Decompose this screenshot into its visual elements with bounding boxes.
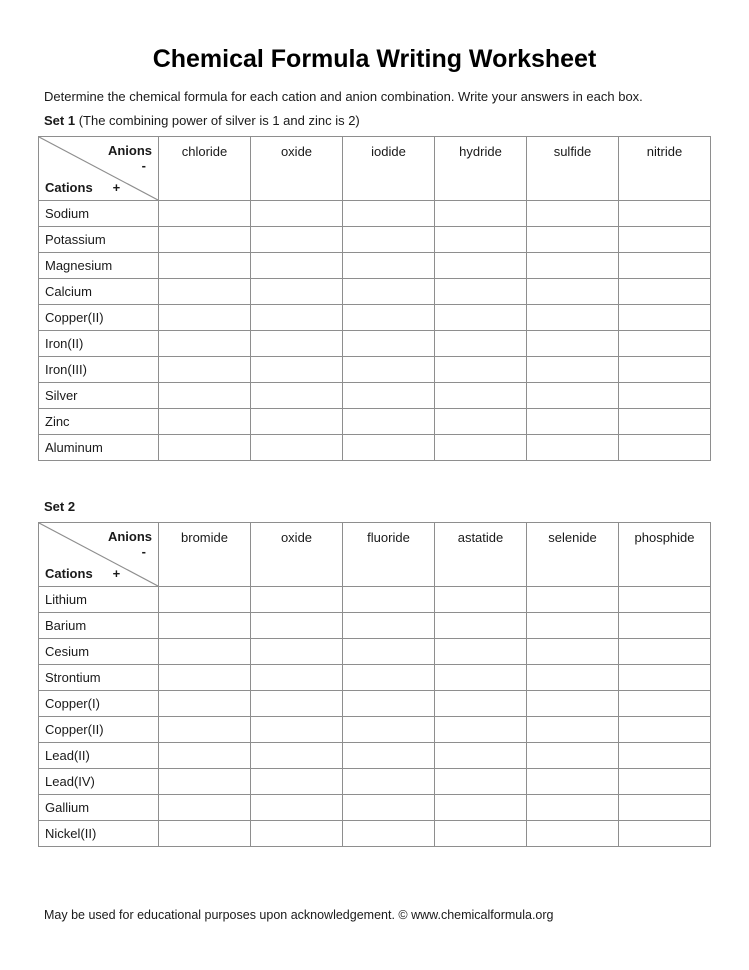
answer-cell[interactable] <box>619 227 711 253</box>
answer-cell[interactable] <box>435 331 527 357</box>
cation-label: Copper(I) <box>39 691 159 717</box>
answer-cell[interactable] <box>343 795 435 821</box>
answer-cell[interactable] <box>435 769 527 795</box>
table-header-row <box>39 523 711 587</box>
answer-cell[interactable] <box>251 305 343 331</box>
answer-cell[interactable] <box>159 795 251 821</box>
answer-cell[interactable] <box>619 691 711 717</box>
answer-cell[interactable] <box>251 821 343 847</box>
table-row <box>39 305 711 331</box>
answer-cell[interactable] <box>435 743 527 769</box>
answer-cell[interactable] <box>619 305 711 331</box>
answer-cell[interactable] <box>251 769 343 795</box>
answer-cell[interactable] <box>527 253 619 279</box>
anion-header: oxide <box>251 523 343 587</box>
answer-cell[interactable] <box>343 227 435 253</box>
cation-label: Cesium <box>39 639 159 665</box>
answer-cell[interactable] <box>159 613 251 639</box>
cation-label: Lithium <box>39 587 159 613</box>
answer-cell[interactable] <box>435 795 527 821</box>
anion-header: fluoride <box>343 523 435 587</box>
answer-cell[interactable] <box>619 253 711 279</box>
anion-header: nitride <box>619 137 711 201</box>
cation-label: Potassium <box>39 227 159 253</box>
answer-cell[interactable] <box>343 665 435 691</box>
worksheet-table-set2 <box>38 522 711 847</box>
answer-cell[interactable] <box>527 409 619 435</box>
table-row <box>39 795 711 821</box>
corner-header-cell <box>39 523 159 587</box>
answer-cell[interactable] <box>251 357 343 383</box>
answer-cell[interactable] <box>343 253 435 279</box>
table-row <box>39 769 711 795</box>
answer-cell[interactable] <box>343 587 435 613</box>
cation-label: Lead(IV) <box>39 769 159 795</box>
table-header-row <box>39 137 711 201</box>
answer-cell[interactable] <box>159 253 251 279</box>
cation-label: Silver <box>39 383 159 409</box>
answer-cell[interactable] <box>527 821 619 847</box>
worksheet-table-set1 <box>38 136 711 461</box>
answer-cell[interactable] <box>159 743 251 769</box>
answer-cell[interactable] <box>159 717 251 743</box>
answer-cell[interactable] <box>251 383 343 409</box>
answer-cell[interactable] <box>343 821 435 847</box>
answer-cell[interactable] <box>159 435 251 461</box>
answer-cell[interactable] <box>527 717 619 743</box>
anion-header: astatide <box>435 523 527 587</box>
answer-cell[interactable] <box>435 665 527 691</box>
answer-cell[interactable] <box>619 331 711 357</box>
answer-cell[interactable] <box>619 795 711 821</box>
cation-label: Aluminum <box>39 435 159 461</box>
table-row <box>39 409 711 435</box>
answer-cell[interactable] <box>159 821 251 847</box>
answer-cell[interactable] <box>343 691 435 717</box>
cation-label: Zinc <box>39 409 159 435</box>
answer-cell[interactable] <box>159 409 251 435</box>
answer-cell[interactable] <box>527 769 619 795</box>
answer-cell[interactable] <box>435 435 527 461</box>
set1-label-bold: Set 1 <box>44 113 76 128</box>
anion-header: oxide <box>251 137 343 201</box>
cation-label: Gallium <box>39 795 159 821</box>
answer-cell[interactable] <box>527 691 619 717</box>
table-row <box>39 253 711 279</box>
answer-cell[interactable] <box>527 331 619 357</box>
answer-cell[interactable] <box>343 769 435 795</box>
answer-cell[interactable] <box>527 639 619 665</box>
answer-cell[interactable] <box>251 253 343 279</box>
answer-cell[interactable] <box>435 227 527 253</box>
cation-label: Sodium <box>39 201 159 227</box>
answer-cell[interactable] <box>435 717 527 743</box>
answer-cell[interactable] <box>619 409 711 435</box>
answer-cell[interactable] <box>343 613 435 639</box>
table-row <box>39 691 711 717</box>
answer-cell[interactable] <box>251 587 343 613</box>
answer-cell[interactable] <box>435 821 527 847</box>
answer-cell[interactable] <box>159 331 251 357</box>
answer-cell[interactable] <box>435 279 527 305</box>
plus-sign: + <box>112 566 121 581</box>
table-row <box>39 587 711 613</box>
corner-header-cell <box>39 137 159 201</box>
answer-cell[interactable] <box>435 201 527 227</box>
answer-cell[interactable] <box>619 587 711 613</box>
answer-cell[interactable] <box>159 279 251 305</box>
answer-cell[interactable] <box>527 665 619 691</box>
answer-cell[interactable] <box>619 717 711 743</box>
answer-cell[interactable] <box>251 435 343 461</box>
table-row <box>39 435 711 461</box>
answer-cell[interactable] <box>251 227 343 253</box>
table-row <box>39 279 711 305</box>
cations-label: Cations <box>45 180 93 195</box>
answer-cell[interactable] <box>159 305 251 331</box>
table-row <box>39 383 711 409</box>
cation-label: Strontium <box>39 665 159 691</box>
anion-header: sulfide <box>527 137 619 201</box>
answer-cell[interactable] <box>619 821 711 847</box>
answer-cell[interactable] <box>435 357 527 383</box>
corner-cations <box>45 566 120 581</box>
answer-cell[interactable] <box>435 383 527 409</box>
answer-cell[interactable] <box>159 639 251 665</box>
table-row <box>39 665 711 691</box>
anion-header: selenide <box>527 523 619 587</box>
answer-cell[interactable] <box>251 409 343 435</box>
answer-cell[interactable] <box>251 795 343 821</box>
answer-cell[interactable] <box>251 639 343 665</box>
answer-cell[interactable] <box>343 279 435 305</box>
answer-cell[interactable] <box>251 201 343 227</box>
answer-cell[interactable] <box>435 253 527 279</box>
answer-cell[interactable] <box>159 587 251 613</box>
answer-cell[interactable] <box>435 409 527 435</box>
answer-cell[interactable] <box>619 769 711 795</box>
answer-cell[interactable] <box>343 305 435 331</box>
answer-cell[interactable] <box>527 279 619 305</box>
answer-cell[interactable] <box>619 639 711 665</box>
answer-cell[interactable] <box>251 331 343 357</box>
answer-cell[interactable] <box>343 435 435 461</box>
answer-cell[interactable] <box>527 201 619 227</box>
cation-label: Copper(II) <box>39 717 159 743</box>
set2-label-bold: Set 2 <box>44 499 76 514</box>
answer-cell[interactable] <box>619 743 711 769</box>
cation-label: Barium <box>39 613 159 639</box>
answer-cell[interactable] <box>343 331 435 357</box>
answer-cell[interactable] <box>435 305 527 331</box>
answer-cell[interactable] <box>435 691 527 717</box>
cation-label: Nickel(II) <box>39 821 159 847</box>
answer-cell[interactable] <box>159 665 251 691</box>
answer-cell[interactable] <box>159 383 251 409</box>
minus-sign: - <box>141 544 146 559</box>
answer-cell[interactable] <box>619 383 711 409</box>
cation-label: Iron(III) <box>39 357 159 383</box>
answer-cell[interactable] <box>619 613 711 639</box>
instruction-text: Determine the chemical formula for each cation and anion combination. Write your answers in each box. <box>44 89 643 104</box>
answer-cell[interactable] <box>251 613 343 639</box>
anion-header: bromide <box>159 523 251 587</box>
answer-cell[interactable] <box>343 383 435 409</box>
table-row <box>39 357 711 383</box>
cation-label: Lead(II) <box>39 743 159 769</box>
answer-cell[interactable] <box>343 357 435 383</box>
cations-label: Cations <box>45 566 93 581</box>
answer-cell[interactable] <box>619 279 711 305</box>
minus-sign: - <box>141 158 146 173</box>
cation-label: Iron(II) <box>39 331 159 357</box>
table-row <box>39 639 711 665</box>
set1-note: (The combining power of silver is 1 and zinc is 2) <box>78 113 360 128</box>
anions-label: Anions <box>107 529 152 544</box>
answer-cell[interactable] <box>343 717 435 743</box>
answer-cell[interactable] <box>159 769 251 795</box>
answer-cell[interactable] <box>527 383 619 409</box>
answer-cell[interactable] <box>619 357 711 383</box>
answer-cell[interactable] <box>159 357 251 383</box>
answer-cell[interactable] <box>159 227 251 253</box>
plus-sign: + <box>112 180 121 195</box>
set2-label <box>44 499 711 515</box>
cation-label: Calcium <box>39 279 159 305</box>
answer-cell[interactable] <box>527 435 619 461</box>
answer-cell[interactable] <box>435 639 527 665</box>
anion-header: iodide <box>343 137 435 201</box>
answer-cell[interactable] <box>159 691 251 717</box>
answer-cell[interactable] <box>343 409 435 435</box>
anion-header: chloride <box>159 137 251 201</box>
page-title: Chemical Formula Writing Worksheet <box>152 45 597 73</box>
anion-header: hydride <box>435 137 527 201</box>
answer-cell[interactable] <box>527 587 619 613</box>
answer-cell[interactable] <box>343 639 435 665</box>
answer-cell[interactable] <box>435 613 527 639</box>
cation-label: Copper(II) <box>39 305 159 331</box>
footer-text: May be used for educational purposes upon acknowledgement. © www.chemicalformula.org <box>44 908 554 922</box>
table-row <box>39 227 711 253</box>
answer-cell[interactable] <box>251 279 343 305</box>
answer-cell[interactable] <box>527 227 619 253</box>
answer-cell[interactable] <box>527 305 619 331</box>
answer-cell[interactable] <box>251 743 343 769</box>
answer-cell[interactable] <box>527 795 619 821</box>
table-row <box>39 201 711 227</box>
table-row <box>39 743 711 769</box>
answer-cell[interactable] <box>343 743 435 769</box>
corner-anions <box>108 143 152 173</box>
answer-cell[interactable] <box>619 435 711 461</box>
answer-cell[interactable] <box>619 665 711 691</box>
set1-label <box>44 113 711 129</box>
corner-cations <box>45 180 120 195</box>
corner-anions <box>108 529 152 559</box>
answer-cell[interactable] <box>343 201 435 227</box>
answer-cell[interactable] <box>251 665 343 691</box>
answer-cell[interactable] <box>251 691 343 717</box>
answer-cell[interactable] <box>527 357 619 383</box>
table-row <box>39 717 711 743</box>
answer-cell[interactable] <box>251 717 343 743</box>
answer-cell[interactable] <box>527 743 619 769</box>
anion-header: phosphide <box>619 523 711 587</box>
table-row <box>39 331 711 357</box>
table-row <box>39 821 711 847</box>
table-row <box>39 613 711 639</box>
answer-cell[interactable] <box>527 613 619 639</box>
anions-label: Anions <box>107 143 152 158</box>
answer-cell[interactable] <box>435 587 527 613</box>
answer-cell[interactable] <box>159 201 251 227</box>
cation-label: Magnesium <box>39 253 159 279</box>
answer-cell[interactable] <box>619 201 711 227</box>
